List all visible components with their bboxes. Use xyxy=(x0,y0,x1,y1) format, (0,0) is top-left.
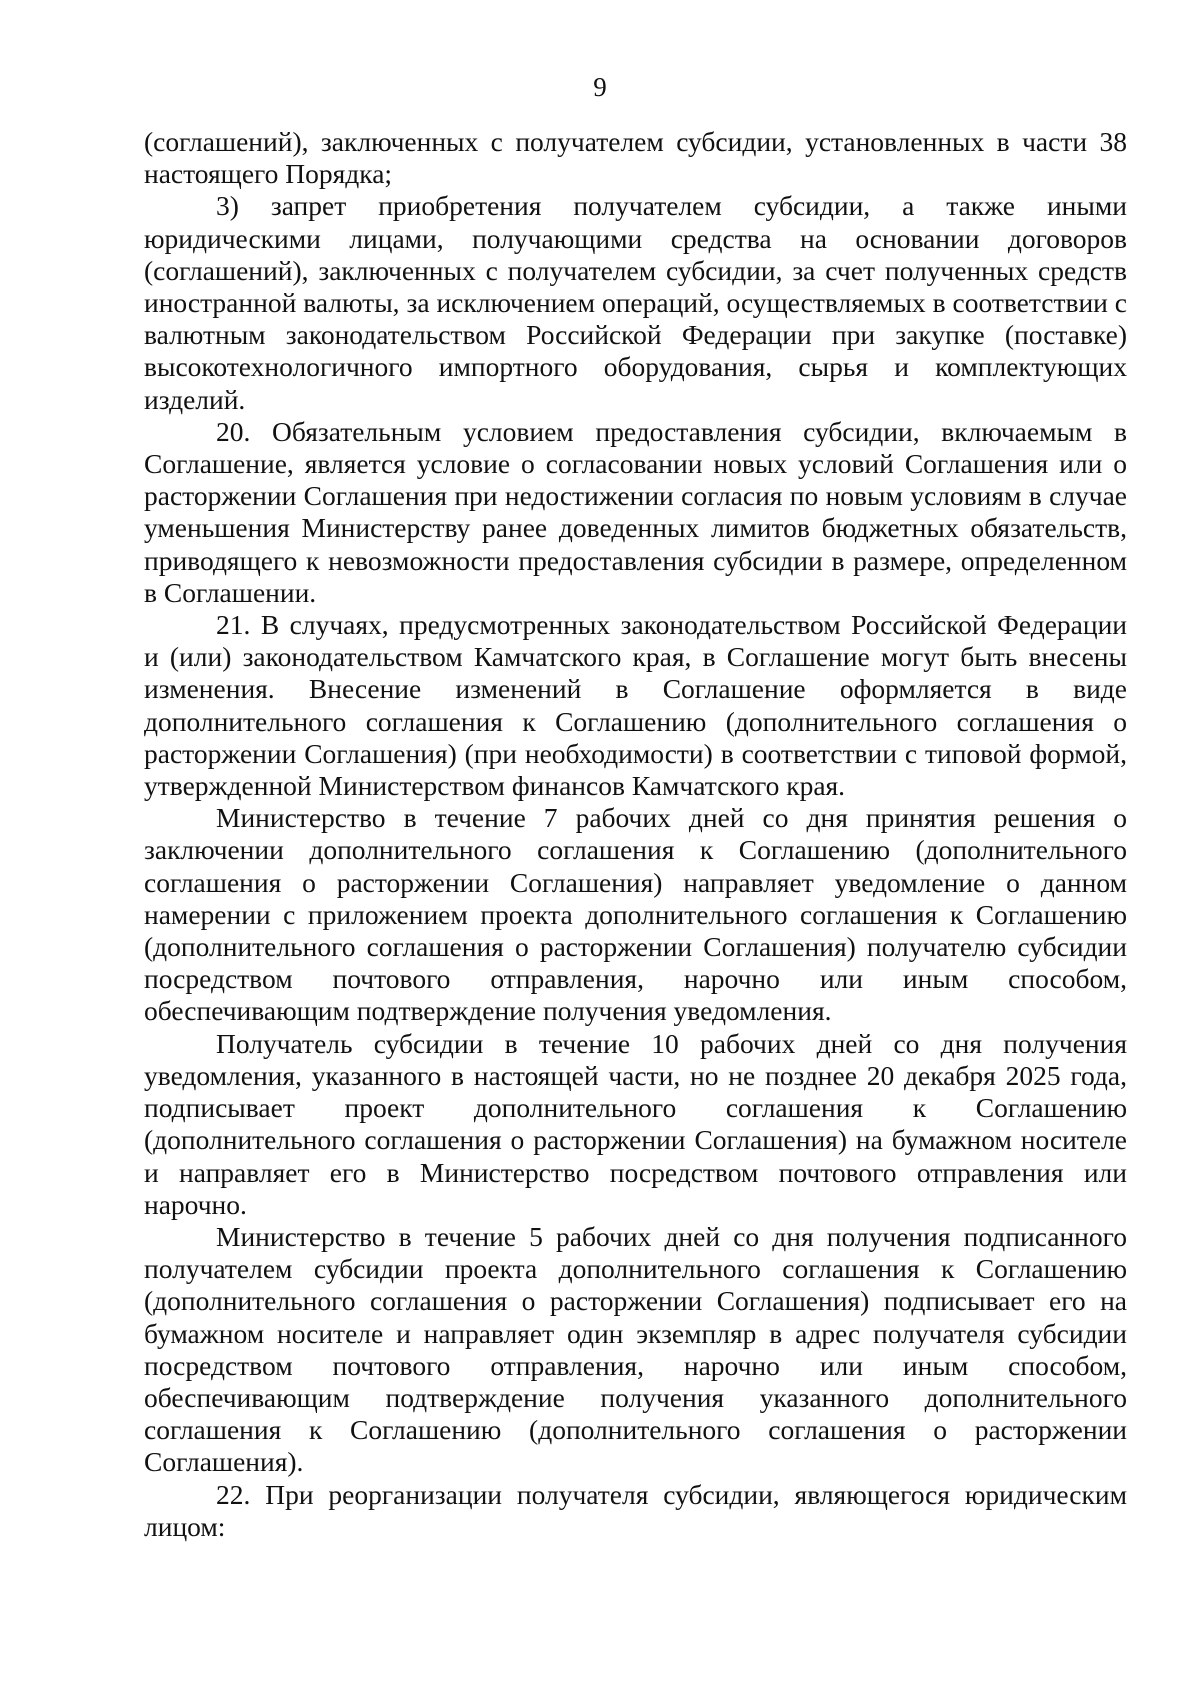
paragraph-continuation: (соглашений), заключенных с получателем субсидии, установленных в части 38 настоящего Порядка; xyxy=(144,126,1127,190)
page-number: 9 xyxy=(593,72,607,102)
paragraph-section-22: 22. При реорганизации получателя субсидии, являющегося юридическим лицом: xyxy=(144,1478,1127,1542)
paragraph-item-3: 3) запрет приобретения получателем субсидии, а также иными юридическими лицами, получающими средства на основании договоров (соглашений), заключенных с получателем субсидии, за счет полученных средств иностранной валюты, за исключением операций, осуществляемых в соответствии с валютным законодательством Российской Федерации при закупке (поставке) высокотехнологичного импортного оборудования, сырья и комплектующих изделий. xyxy=(144,190,1127,415)
document-body xyxy=(144,126,1127,1543)
paragraph-ministry-notice: Министерство в течение 7 рабочих дней со дня принятия решения о заключении дополнительного соглашения к Соглашению (дополнительного соглашения о расторжении Соглашения) направляет уведомление о данном намерении с приложением проекта дополнительного соглашения к Соглашению (дополнительного соглашения о расторжении Соглашения) получателю субсидии посредством почтового отправления, нарочно или иным способом, обеспечивающим подтверждение получения уведомления. xyxy=(144,802,1127,1027)
paragraph-section-20: 20. Обязательным условием предоставления субсидии, включаемым в Соглашение, является условие о согласовании новых условий Соглашения или о расторжении Соглашения при недостижении согласия по новым условиям в случае уменьшения Министерству ранее доведенных лимитов бюджетных обязательств, приводящего к невозможности предоставления субсидии в размере, определенном в Соглашении. xyxy=(144,415,1127,608)
paragraph-ministry-signing: Министерство в течение 5 рабочих дней со дня получения подписанного получателем субсидии проекта дополнительного соглашения к Соглашению (дополнительного соглашения о расторжении Соглашения) подписывает его на бумажном носителе и направляет один экземпляр в адрес получателя субсидии посредством почтового отправления, нарочно или иным способом, обеспечивающим подтверждение получения указанного дополнительного соглашения к Соглашению (дополнительного соглашения о расторжении Соглашения). xyxy=(144,1220,1127,1478)
paragraph-section-21: 21. В случаях, предусмотренных законодательством Российской Федерации и (или) законодательством Камчатского края, в Соглашение могут быть внесены изменения. Внесение изменений в Соглашение оформляется в виде дополнительного соглашения к Соглашению (дополнительного соглашения о расторжении Соглашения) (при необходимости) в соответствии с типовой формой, утвержденной Министерством финансов Камчатского края. xyxy=(144,609,1127,802)
paragraph-recipient-signing: Получатель субсидии в течение 10 рабочих дней со дня получения уведомления, указанного в настоящей части, но не позднее 20 декабря 2025 года, подписывает проект дополнительного соглашения к Соглашению (дополнительного соглашения о расторжении Соглашения) на бумажном носителе и направляет его в Министерство посредством почтового отправления или нарочно. xyxy=(144,1027,1127,1220)
